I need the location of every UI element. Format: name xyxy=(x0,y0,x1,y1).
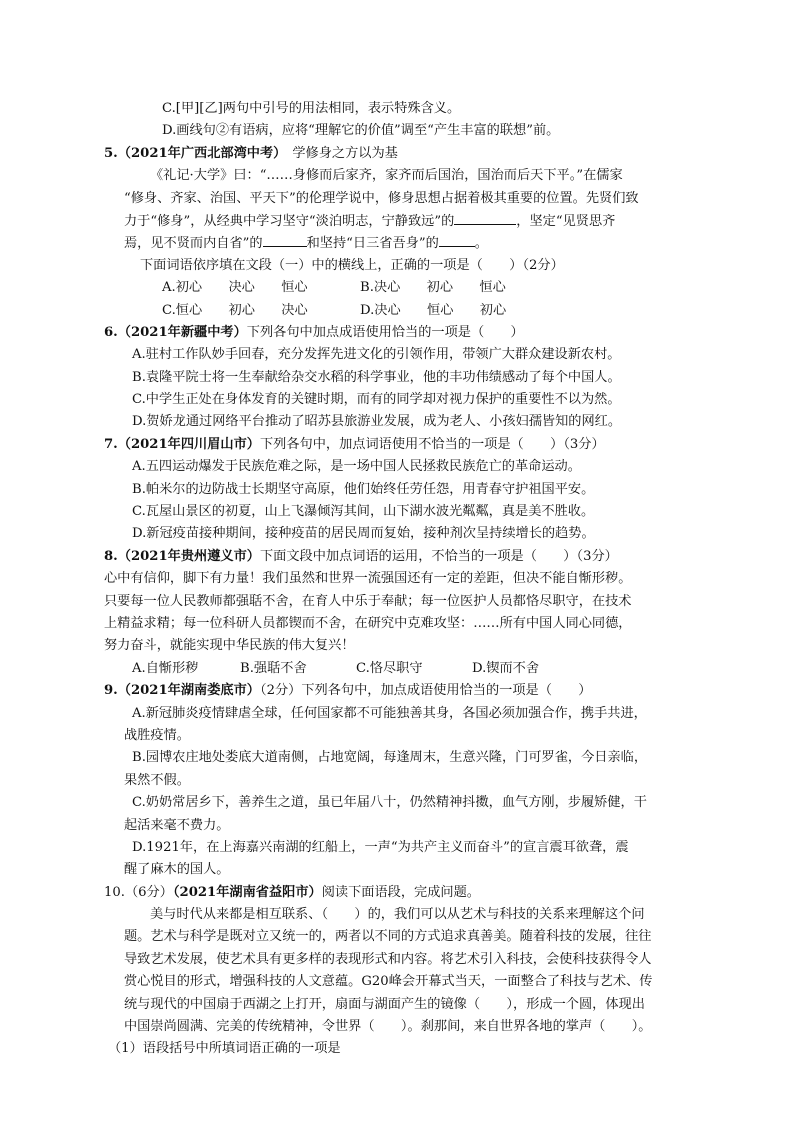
passage-line: 只要每一位人民教师都强聒不舍，在育人中乐于奉献；每一位医护人员都恪尽职守，在技术 xyxy=(104,593,632,609)
sub-question: （1）语段括号中所填词语正确的一项是 xyxy=(108,1041,341,1057)
option-c: C.恪尽职守 xyxy=(356,660,423,676)
passage-line: 上精益求精；每一位科研人员都锲而不舍，在研究中克难攻坚：……所有中国人同心同德， xyxy=(104,615,632,631)
question-5-header xyxy=(104,143,684,165)
answer-blank xyxy=(263,232,307,247)
option-text: D.画线句②有语病，应将“理解它的价值”调至“产生丰富的联想”前。 xyxy=(162,123,560,139)
question-source: （2021年湖南省益阳市） xyxy=(172,884,322,900)
option-a: A.新冠肺炎疫情肆虐全球，任何国家都不可能独善其身，各国必须加强合作，携手共进， xyxy=(132,705,647,721)
option-d: D.决心 恒心 初心 xyxy=(360,302,507,318)
option-d: D.新冠疫苗接种期间，接种疫苗的居民周而复始，接种剂次呈持续增长的趋势。 xyxy=(132,526,595,542)
option-row xyxy=(124,658,684,680)
passage-text: 焉，见不贤而内自省”的 xyxy=(124,236,263,252)
question-10-header xyxy=(104,882,684,904)
passage-line: 《礼记·大学》曰：“……身修而后家齐，家齐而后国治，国治而后天下平。”在儒家 xyxy=(150,168,623,184)
question-content xyxy=(104,98,684,1061)
question-source: 8.（2021年贵州遵义市） xyxy=(104,548,260,564)
option-a: A.自惭形秽 xyxy=(132,660,199,676)
question-title: 学修身之方以为基 xyxy=(292,145,398,161)
option-c-cont: 起活来毫不费力。 xyxy=(124,817,230,833)
option-c: C.恒心 初心 决心 xyxy=(162,302,308,318)
question-stem: （2分）下列各句中，加点成语使用恰当的一项是（ ） xyxy=(259,683,592,699)
option-d: D.锲而不舍 xyxy=(472,660,540,676)
passage-line: 努力奋斗，就能实现中华民族的伟大复兴！ xyxy=(104,638,355,654)
answer-blank xyxy=(439,232,475,247)
question-stem: 下面文段中加点词语的运用，不恰当的一项是（ ）（3分） xyxy=(259,548,618,564)
question-8-header xyxy=(104,546,684,568)
question-source: 7.（2021年四川眉山市） xyxy=(104,436,260,452)
option-b: B.强聒不舍 xyxy=(240,660,307,676)
option-text: C.[甲][乙]两句中引号的用法相同，表示特殊含义。 xyxy=(162,101,461,116)
question-number: 5. xyxy=(104,145,118,161)
option-b: B.园博农庄地处娄底大道南侧，占地宽阔，每逢周末，生意兴隆，门可罗雀，今日亲临， xyxy=(132,750,648,766)
option-c: C.中学生正处在身体发育的关键时期，而有的同学却对视力保护的重要性不以为然。 xyxy=(132,392,621,408)
passage-line: 中国崇尚圆满、完美的传统精神，令世界（ ）。刹那间，来自世界各地的掌声（ ）。 xyxy=(124,1019,652,1035)
question-7-header xyxy=(104,434,684,456)
passage-line: “修身、齐家、治国、平天下”的伦理学说中，修身思想占据着极其重要的位置。先贤们致 xyxy=(124,190,639,206)
passage-line: 赏心悦目的形式，增强科技的人文意蕴。G20峰会开幕式当天，一面整合了科技与艺术、传 xyxy=(124,974,653,990)
passage-line: 导致艺术发展，使艺术具有更多样的表现形式和内容。将艺术引入科技，会使科技获得令人 xyxy=(124,951,652,967)
question-stem: 下面词语依序填在文段（一）中的横线上，正确的一项是（ ）（2分） xyxy=(140,257,564,273)
passage-text: ，坚定“见贤思齐 xyxy=(516,213,616,229)
option-a-cont: 战胜疫情。 xyxy=(124,727,190,743)
question-stem: 阅读下面语段，完成问题。 xyxy=(321,884,480,900)
option-b: B.袁隆平院士将一生奉献给杂交水稻的科学事业，他的丰功伟绩感动了每个中国人。 xyxy=(132,369,621,385)
option-c: C.奶奶常居乡下，善养生之道，虽已年届八十，仍然精神抖擞，血气方刚，步履矫健，干 xyxy=(132,795,647,811)
option-d: D.1921年，在上海嘉兴南湖的红船上，一声“为共产主义而奋斗”的宣言震耳欲聋，震 xyxy=(132,839,629,855)
passage-text: 。 xyxy=(474,236,488,252)
option-row xyxy=(124,300,684,322)
option-row xyxy=(124,277,684,299)
question-9-header xyxy=(104,680,684,702)
question-stem: 下列各句中，加点词语使用不恰当的一项是（ ）（3分） xyxy=(259,436,605,452)
question-source: 6.（2021年新疆中考） xyxy=(104,324,247,340)
passage-text: 和坚持“日三省吾身”的 xyxy=(306,236,439,252)
option-a: A.初心 决心 恒心 xyxy=(162,280,308,296)
passage-line: 统与现代的中国扇于西湖之上打开，扇面与湖面产生的镜像（ ），形成一个圆，体现出 xyxy=(124,996,645,1012)
option-c: C.瓦屋山景区的初夏，山上飞瀑倾泻其间，山下湖水波光粼粼，真是美不胜收。 xyxy=(132,504,595,520)
passage-text: 力于“修身”，从经典中学习坚守“淡泊明志，宁静致远”的 xyxy=(124,213,455,229)
option-d-cont: 醒了麻木的国人。 xyxy=(124,862,230,878)
option-b: B.帕米尔的边防战士长期坚守高原，他们始终任劳任怨，用青春守护祖国平安。 xyxy=(132,481,595,497)
passage-line xyxy=(124,232,684,254)
question-source: （2021年广西北部湾中考） xyxy=(117,145,287,161)
option-a: A.驻村工作队妙手回春，充分发挥先进文化的引领作用，带领广大群众建设新农村。 xyxy=(132,347,621,363)
option-d: D.贺娇龙通过网络平台推动了昭苏县旅游业发展，成为老人、小孩妇孺皆知的网红。 xyxy=(132,414,622,430)
option-a: A.五四运动爆发于民族危难之际，是一场中国人民拯救民族危亡的革命运动。 xyxy=(132,459,581,475)
passage-line xyxy=(124,210,684,232)
question-stem: 下列各句中加点成语使用恰当的一项是（ ） xyxy=(246,324,524,340)
passage-line: 美与时代从来都是相互联系、（ ）的，我们可以从艺术与科技的关系来理解这个问 xyxy=(150,907,645,923)
answer-blank xyxy=(454,210,516,225)
question-6-header xyxy=(104,322,684,344)
passage-line: 题。艺术与科学是既对立又统一的，两者以不同的方式追求真善美。随着科技的发展，往往 xyxy=(124,929,652,945)
passage-line: 心中有信仰，脚下有力量！我们虽然和世界一流强国还有一定的差距，但决不能自惭形秽。 xyxy=(104,571,632,587)
option-b-cont: 果然不假。 xyxy=(124,772,190,788)
option-b: B.决心 初心 恒心 xyxy=(360,280,506,296)
question-number: 10.（6分） xyxy=(104,884,173,900)
question-source: 9.（2021年湖南娄底市） xyxy=(104,683,260,699)
